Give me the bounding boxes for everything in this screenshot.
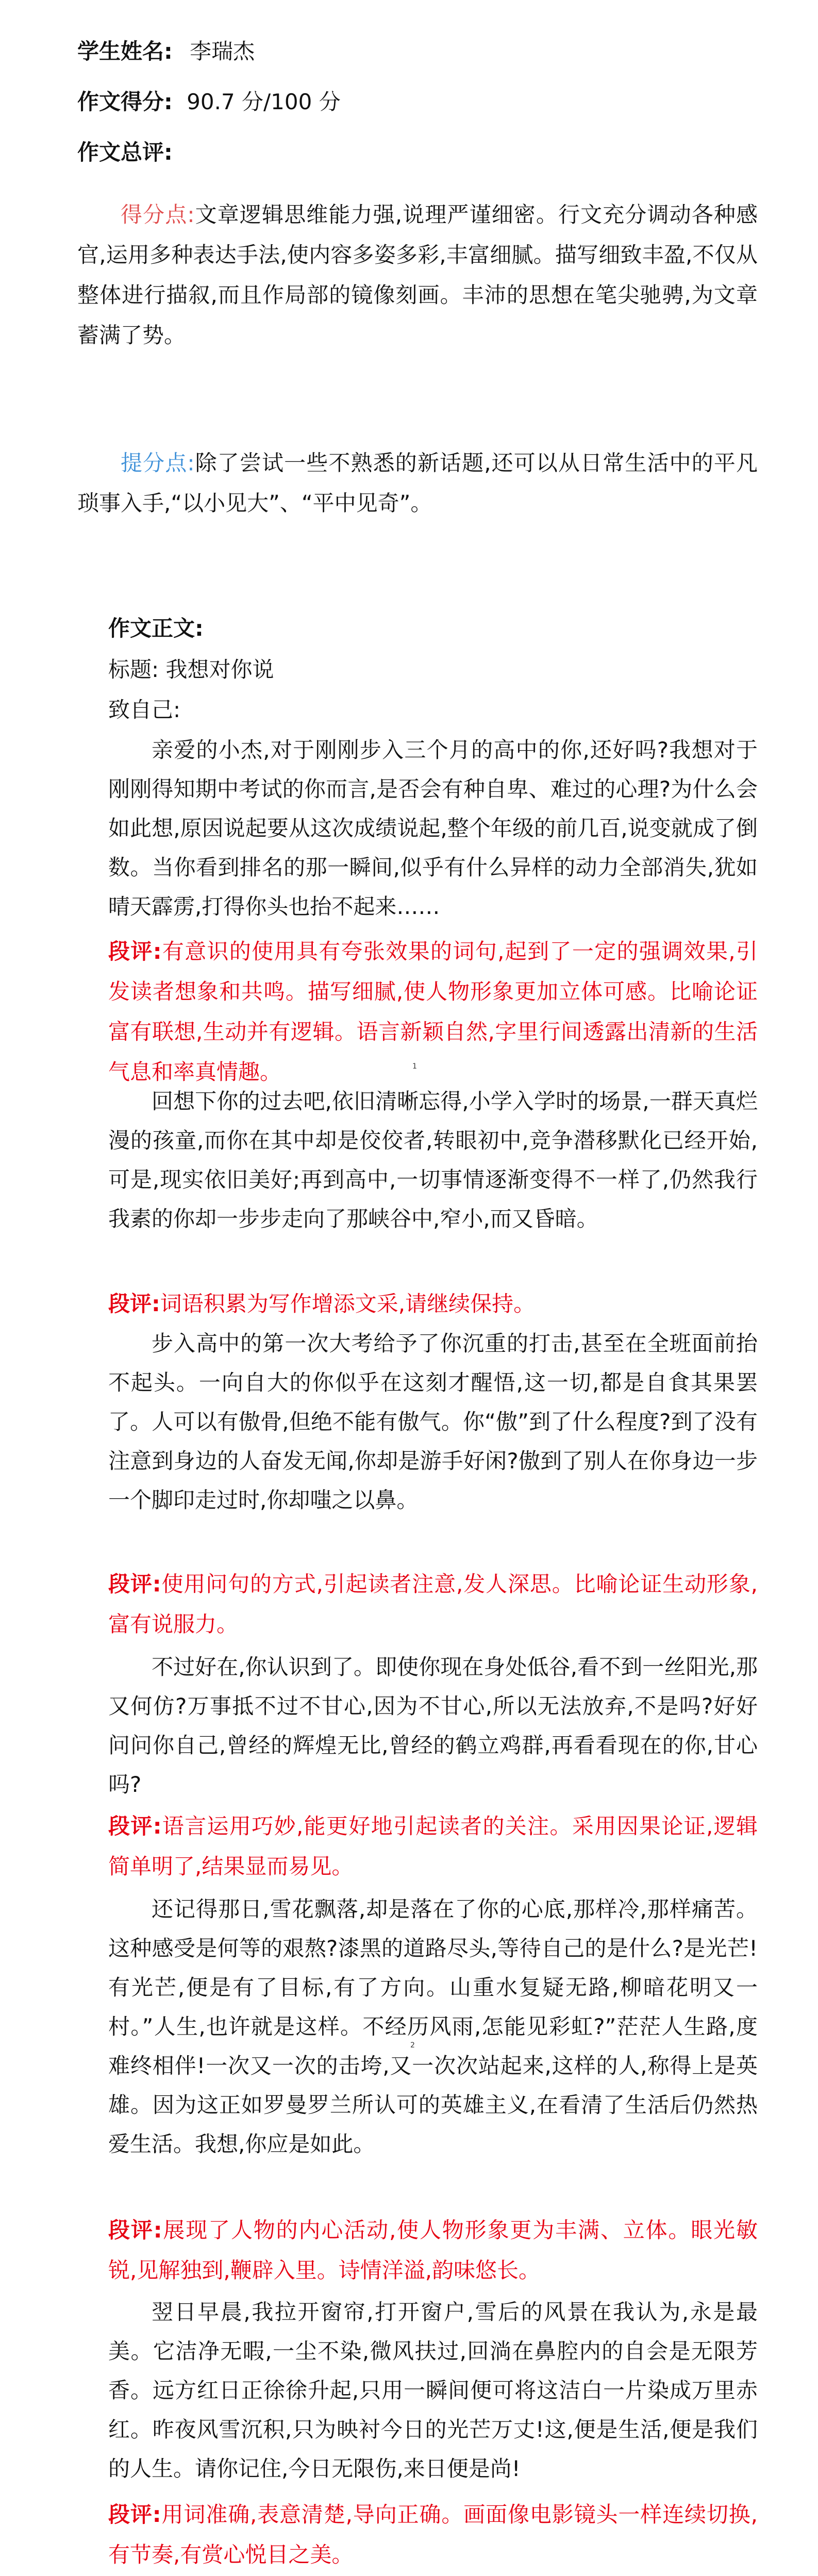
page-number-1: 1 (412, 1062, 417, 1071)
comment-text: 有意识的使用具有夸张效果的词句,起到了一定的强调效果,引发读者想象和共鸣。描写细腻,使人物形象更加立体可感。比喻论证富有联想,生动并有逻辑。语言新颖自然,字里行间透露出清新的生活气息和率真情趣。 (108, 939, 758, 1084)
paragraph-comment-2 (108, 1284, 758, 1324)
comment-label: 段评: (108, 939, 162, 964)
essay-salutation: 致自己: (108, 697, 181, 722)
improve-text: 除了尝试一些不熟悉的新话题,还可以从日常生活中的平凡琐事入手,“以小见大”、“平中见奇”。 (77, 450, 758, 516)
score-label: 作文得分: (77, 89, 173, 114)
comment-text: 用词准确,表意清楚,导向正确。画面像电影镜头一样连续切换,有节奏,有赏心悦目之美。 (108, 2502, 758, 2567)
paragraph-comment-4 (108, 1806, 758, 1887)
paragraph-comment-3 (108, 1564, 758, 1645)
essay-paragraph-2: 回想下你的过去吧,依旧清晰忘得,小学入学时的场景,一群天真烂漫的孩童,而你在其中却是佼佼者,转眼初中,竞争潜移默化已经开始,可是,现实依旧美好;再到高中,一切事情逐渐变得不一样了,仍然我行我素的你却一步步走向了那峡谷中,窄小,而又昏暗。 (108, 1089, 758, 1231)
paragraph-comment-6 (108, 2495, 758, 2575)
comment-label: 段评: (108, 2217, 162, 2243)
essay-heading: 作文正文: (108, 616, 204, 641)
comment-text: 使用问句的方式,引起读者注意,发人深思。比喻论证生动形象,富有说服力。 (108, 1571, 758, 1637)
comment-label: 段评: (108, 1571, 161, 1597)
improve-tag: 提分点: (121, 450, 195, 476)
comment-label: 段评: (108, 2502, 161, 2527)
paragraph-comment-1 (108, 931, 758, 1092)
essay-paragraph-3: 步入高中的第一次大考给予了你沉重的打击,甚至在全班面前抬不起头。一向自大的你似乎在这刻才醒悟,这一切,都是自食其果罢了。人可以有傲骨,但绝不能有傲气。你“傲”到了什么程度?到了没有注意到身边的人奋发无闻,你却是游手好闲?傲到了别人在你身边一步一个脚印走过时,你却嗤之以鼻。 (108, 1331, 758, 1513)
strengths-text: 文章逻辑思维能力强,说理严谨细密。行文充分调动各种感官,运用多种表达手法,使内容多姿多彩,丰富细腻。描写细致丰盈,不仅从整体进行描叙,而且作局部的镜像刻画。丰沛的思想在笔尖驰骋,为文章蓄满了势。 (77, 202, 758, 348)
student-name-row (77, 36, 255, 67)
paragraph-comment-5 (108, 2210, 758, 2291)
student-name: 李瑞杰 (190, 39, 255, 64)
essay-paragraph-6: 翌日早晨,我拉开窗帘,打开窗户,雪后的风景在我认为,永是最美。它洁净无暇,一尘不染,微风扶过,回淌在鼻腔内的自会是无限芳香。远方红日正徐徐升起,只用一瞬间便可将这洁白一片染成万里赤红。昨夜风雪沉积,只为映衬今日的光芒万丈!这,便是生活,便是我们的人生。请你记住,今日无限伤,来日便是尚! (108, 2299, 758, 2481)
strengths-remark (77, 195, 758, 355)
comment-text: 展现了人物的内心活动,使人物形象更为丰满、立体。眼光敏锐,见解独到,鞭辟入里。诗情洋溢,韵味悠长。 (108, 2217, 758, 2283)
page-number-2: 2 (410, 2041, 415, 2049)
score-value: 90.7 分/100 分 (187, 89, 341, 114)
essay-paragraph-5: 还记得那日,雪花飘落,却是落在了你的心底,那样冷,那样痛苦。这种感受是何等的艰熬?漆黑的道路尽头,等待自己的是什么?是光芒!有光芒,便是有了目标,有了方向。山重水复疑无路,柳暗花明又一村。”人生,也许就是这样。不经历风雨,怎能见彩虹?”茫茫人生路,度难终相伴!一次又一次的击垮,又一次次站起来,这样的人,称得上是英雄。因为这正如罗曼罗兰所认可的英雄主义,在看清了生活后仍然热爱生活。我想,你应是如此。 (108, 1896, 758, 2157)
comment-label: 段评: (108, 1814, 162, 1839)
improve-remark (77, 443, 758, 523)
review-label: 作文总评: (77, 140, 173, 165)
essay-paragraph-4: 不过好在,你认识到了。即使你现在身处低谷,看不到一丝阳光,那又何仿?万事抵不过不甘心,因为不甘心,所以无法放弃,不是吗?好好问问你自己,曾经的辉煌无比,曾经的鹤立鸡群,再看看现在的你,甘心吗? (108, 1654, 758, 1797)
essay-title: 标题: 我想对你说 (108, 657, 274, 682)
student-name-label: 学生姓名: (77, 39, 173, 64)
comment-label: 段评: (108, 1291, 160, 1316)
strengths-tag: 得分点: (121, 202, 195, 227)
essay-paragraph-1: 亲爱的小杰,对于刚刚步入三个月的高中的你,还好吗?我想对于刚刚得知期中考试的你而言,是否会有种自卑、难过的心理?为什么会如此想,原因说起要从这次成绩说起,整个年级的前几百,说变就成了倒数。当你看到排名的那一瞬间,似乎有什么异样的动力全部消失,犹如晴天霹雳,打得你头也抬不起来…… (108, 737, 758, 919)
comment-text: 语言运用巧妙,能更好地引起读者的关注。采用因果论证,逻辑简单明了,结果显而易见。 (108, 1814, 758, 1879)
comment-text: 词语积累为写作增添文采,请继续保持。 (160, 1291, 536, 1316)
score-row (77, 87, 341, 117)
